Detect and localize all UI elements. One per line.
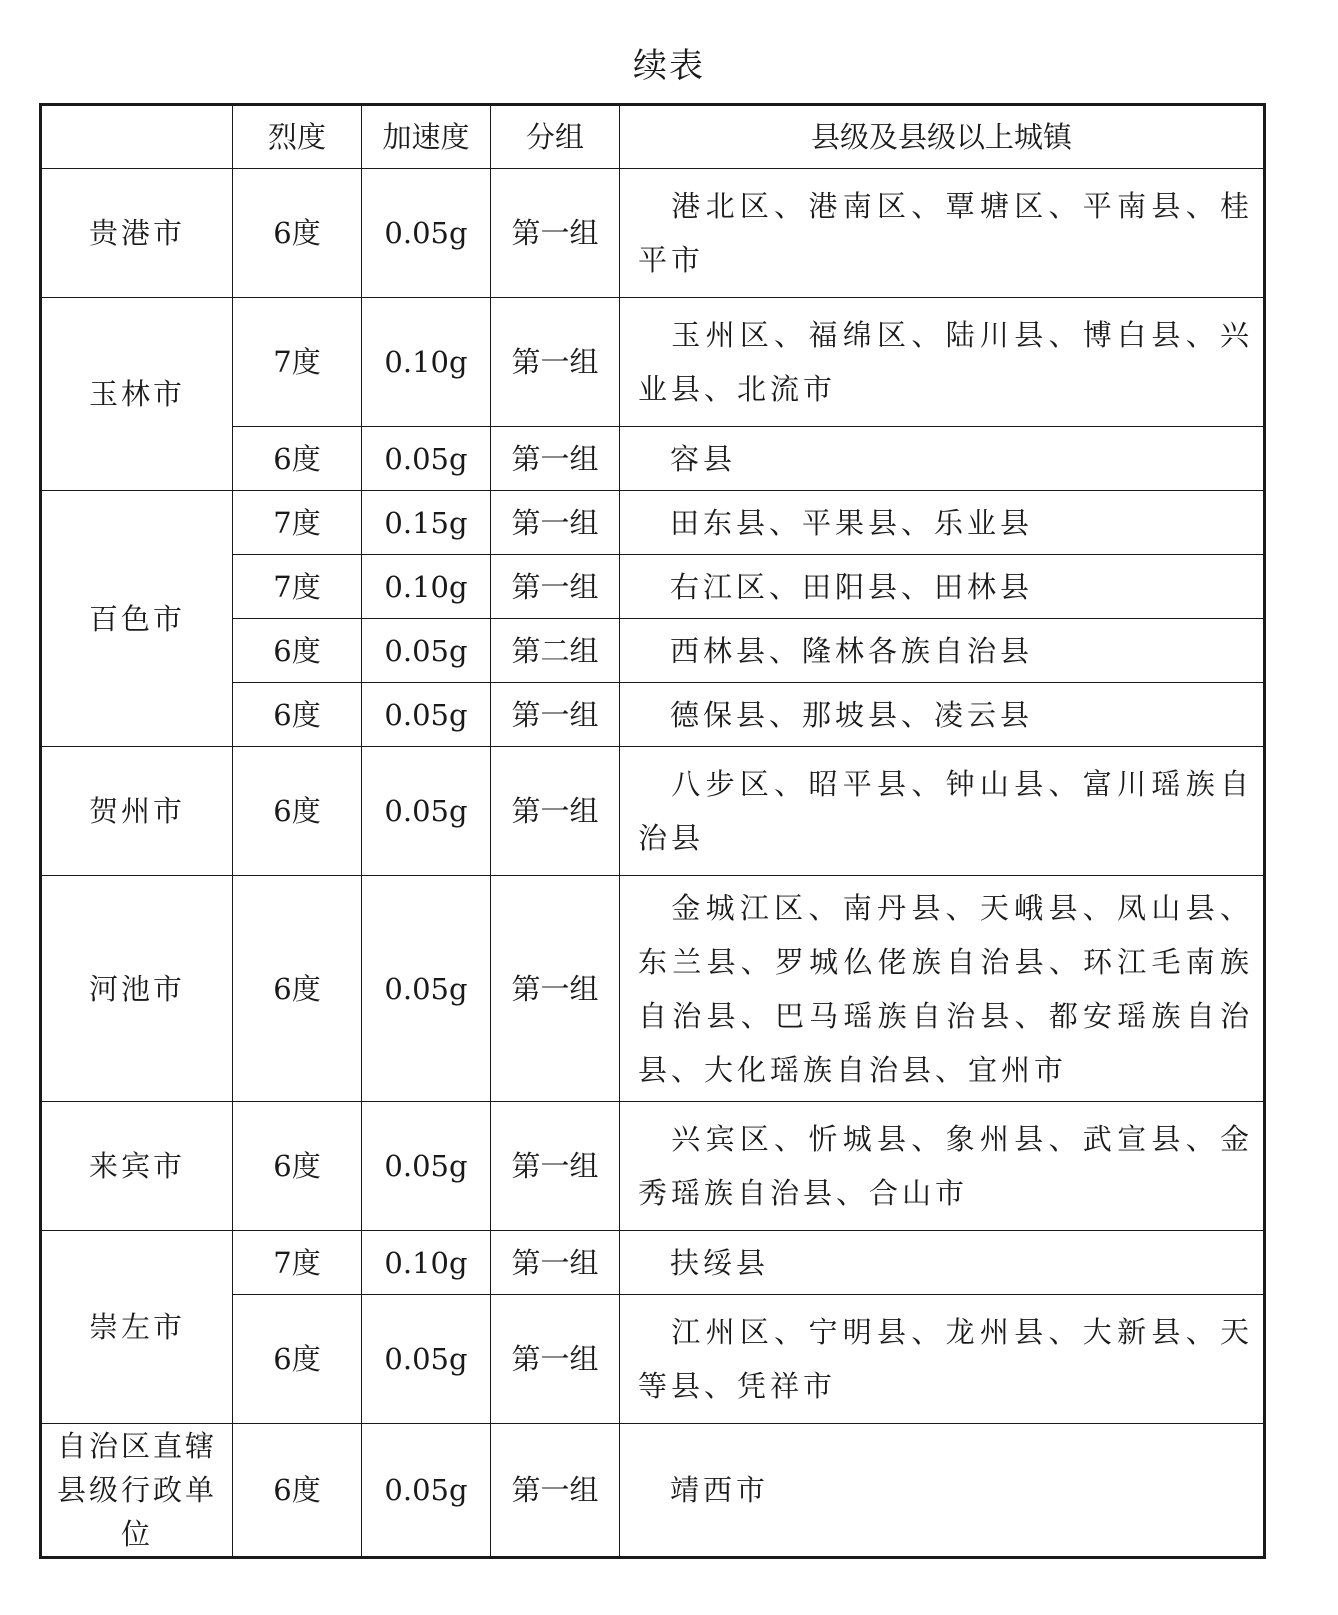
towns-text: 港北区、港南区、覃塘区、平南县、桂平市: [638, 189, 1253, 277]
towns-cell: [620, 876, 1265, 1102]
acceleration-cell: 0.05g: [362, 1295, 491, 1424]
table-row: [41, 876, 1265, 1102]
towns-text: 西林县、隆林各族自治县: [670, 633, 1034, 668]
towns-cell: [620, 747, 1265, 876]
towns-cell: [620, 683, 1265, 747]
intensity-cell: 6度: [233, 876, 362, 1102]
acceleration-cell: 0.15g: [362, 491, 491, 555]
city-cell: 来宾市: [41, 1102, 233, 1231]
acceleration-cell: 0.10g: [362, 1231, 491, 1295]
towns-text: 扶绥县: [670, 1245, 770, 1280]
table-row: [41, 1231, 1265, 1295]
towns-text: 田东县、平果县、乐业县: [670, 505, 1034, 540]
city-cell: 自治区直辖县级行政单位: [41, 1424, 233, 1558]
towns-cell: [620, 298, 1265, 427]
acceleration-cell: 0.05g: [362, 427, 491, 491]
towns-text: 江州区、宁明县、龙州县、大新县、天等县、凭祥市: [638, 1315, 1253, 1403]
towns-cell: [620, 1424, 1265, 1558]
group-cell: 第一组: [491, 1295, 620, 1424]
acceleration-cell: 0.10g: [362, 298, 491, 427]
table-header-row: [41, 105, 1265, 169]
group-cell: 第一组: [491, 491, 620, 555]
towns-text: 金城江区、南丹县、天峨县、凤山县、东兰县、罗城仫佬族自治县、环江毛南族自治县、巴马瑶族自治县、都安瑶族自治县、大化瑶族自治县、宜州市: [638, 890, 1253, 1087]
intensity-cell: 7度: [233, 555, 362, 619]
group-cell: 第一组: [491, 1424, 620, 1558]
towns-text: 八步区、昭平县、钟山县、富川瑶族自治县: [638, 767, 1253, 855]
city-cell: 贺州市: [41, 747, 233, 876]
city-cell: 玉林市: [41, 298, 233, 491]
header-cell: [41, 105, 233, 169]
towns-text: 德保县、那坡县、凌云县: [670, 697, 1034, 732]
intensity-cell: 6度: [233, 1424, 362, 1558]
acceleration-cell: 0.05g: [362, 619, 491, 683]
towns-cell: [620, 1102, 1265, 1231]
intensity-cell: 6度: [233, 427, 362, 491]
intensity-cell: 6度: [233, 683, 362, 747]
table-body: [41, 169, 1265, 1558]
group-cell: 第一组: [491, 876, 620, 1102]
intensity-cell: 7度: [233, 1231, 362, 1295]
towns-text: 容县: [670, 441, 737, 476]
towns-cell: [620, 619, 1265, 683]
header-cell: 烈度: [233, 105, 362, 169]
table-row: [41, 1424, 1265, 1558]
towns-text: 靖西市: [670, 1473, 770, 1507]
intensity-cell: 6度: [233, 1102, 362, 1231]
acceleration-cell: 0.10g: [362, 555, 491, 619]
table-row: [41, 1102, 1265, 1231]
table-row: [41, 169, 1265, 298]
group-cell: 第一组: [491, 169, 620, 298]
table-row: [41, 298, 1265, 427]
group-cell: 第一组: [491, 747, 620, 876]
acceleration-cell: 0.05g: [362, 683, 491, 747]
towns-cell: [620, 427, 1265, 491]
acceleration-cell: 0.05g: [362, 169, 491, 298]
intensity-cell: 6度: [233, 619, 362, 683]
acceleration-cell: 0.05g: [362, 876, 491, 1102]
intensity-cell: 7度: [233, 491, 362, 555]
acceleration-cell: 0.05g: [362, 1102, 491, 1231]
city-cell: 贵港市: [41, 169, 233, 298]
group-cell: 第一组: [491, 298, 620, 427]
towns-text: 玉州区、福绵区、陆川县、博白县、兴业县、北流市: [638, 318, 1253, 406]
city-cell: 百色市: [41, 491, 233, 747]
group-cell: 第二组: [491, 619, 620, 683]
seismic-table: [39, 103, 1266, 1559]
towns-text: 兴宾区、忻城县、象州县、武宣县、金秀瑶族自治县、合山市: [638, 1122, 1253, 1210]
group-cell: 第一组: [491, 683, 620, 747]
group-cell: 第一组: [491, 555, 620, 619]
table-row: [41, 747, 1265, 876]
group-cell: 第一组: [491, 1231, 620, 1295]
page-title: 续表: [633, 46, 705, 86]
header-cell: 分组: [491, 105, 620, 169]
towns-cell: [620, 169, 1265, 298]
towns-cell: [620, 1295, 1265, 1424]
towns-cell: [620, 491, 1265, 555]
group-cell: 第一组: [491, 427, 620, 491]
intensity-cell: 6度: [233, 1295, 362, 1424]
city-cell: 河池市: [41, 876, 233, 1102]
acceleration-cell: 0.05g: [362, 1424, 491, 1558]
intensity-cell: 6度: [233, 169, 362, 298]
group-cell: 第一组: [491, 1102, 620, 1231]
towns-text: 右江区、田阳县、田林县: [670, 569, 1034, 604]
acceleration-cell: 0.05g: [362, 747, 491, 876]
towns-cell: [620, 1231, 1265, 1295]
table-row: [41, 491, 1265, 555]
header-cell: 加速度: [362, 105, 491, 169]
towns-cell: [620, 555, 1265, 619]
city-cell: 崇左市: [41, 1231, 233, 1424]
header-cell: 县级及县级以上城镇: [620, 105, 1265, 169]
intensity-cell: 7度: [233, 298, 362, 427]
intensity-cell: 6度: [233, 747, 362, 876]
